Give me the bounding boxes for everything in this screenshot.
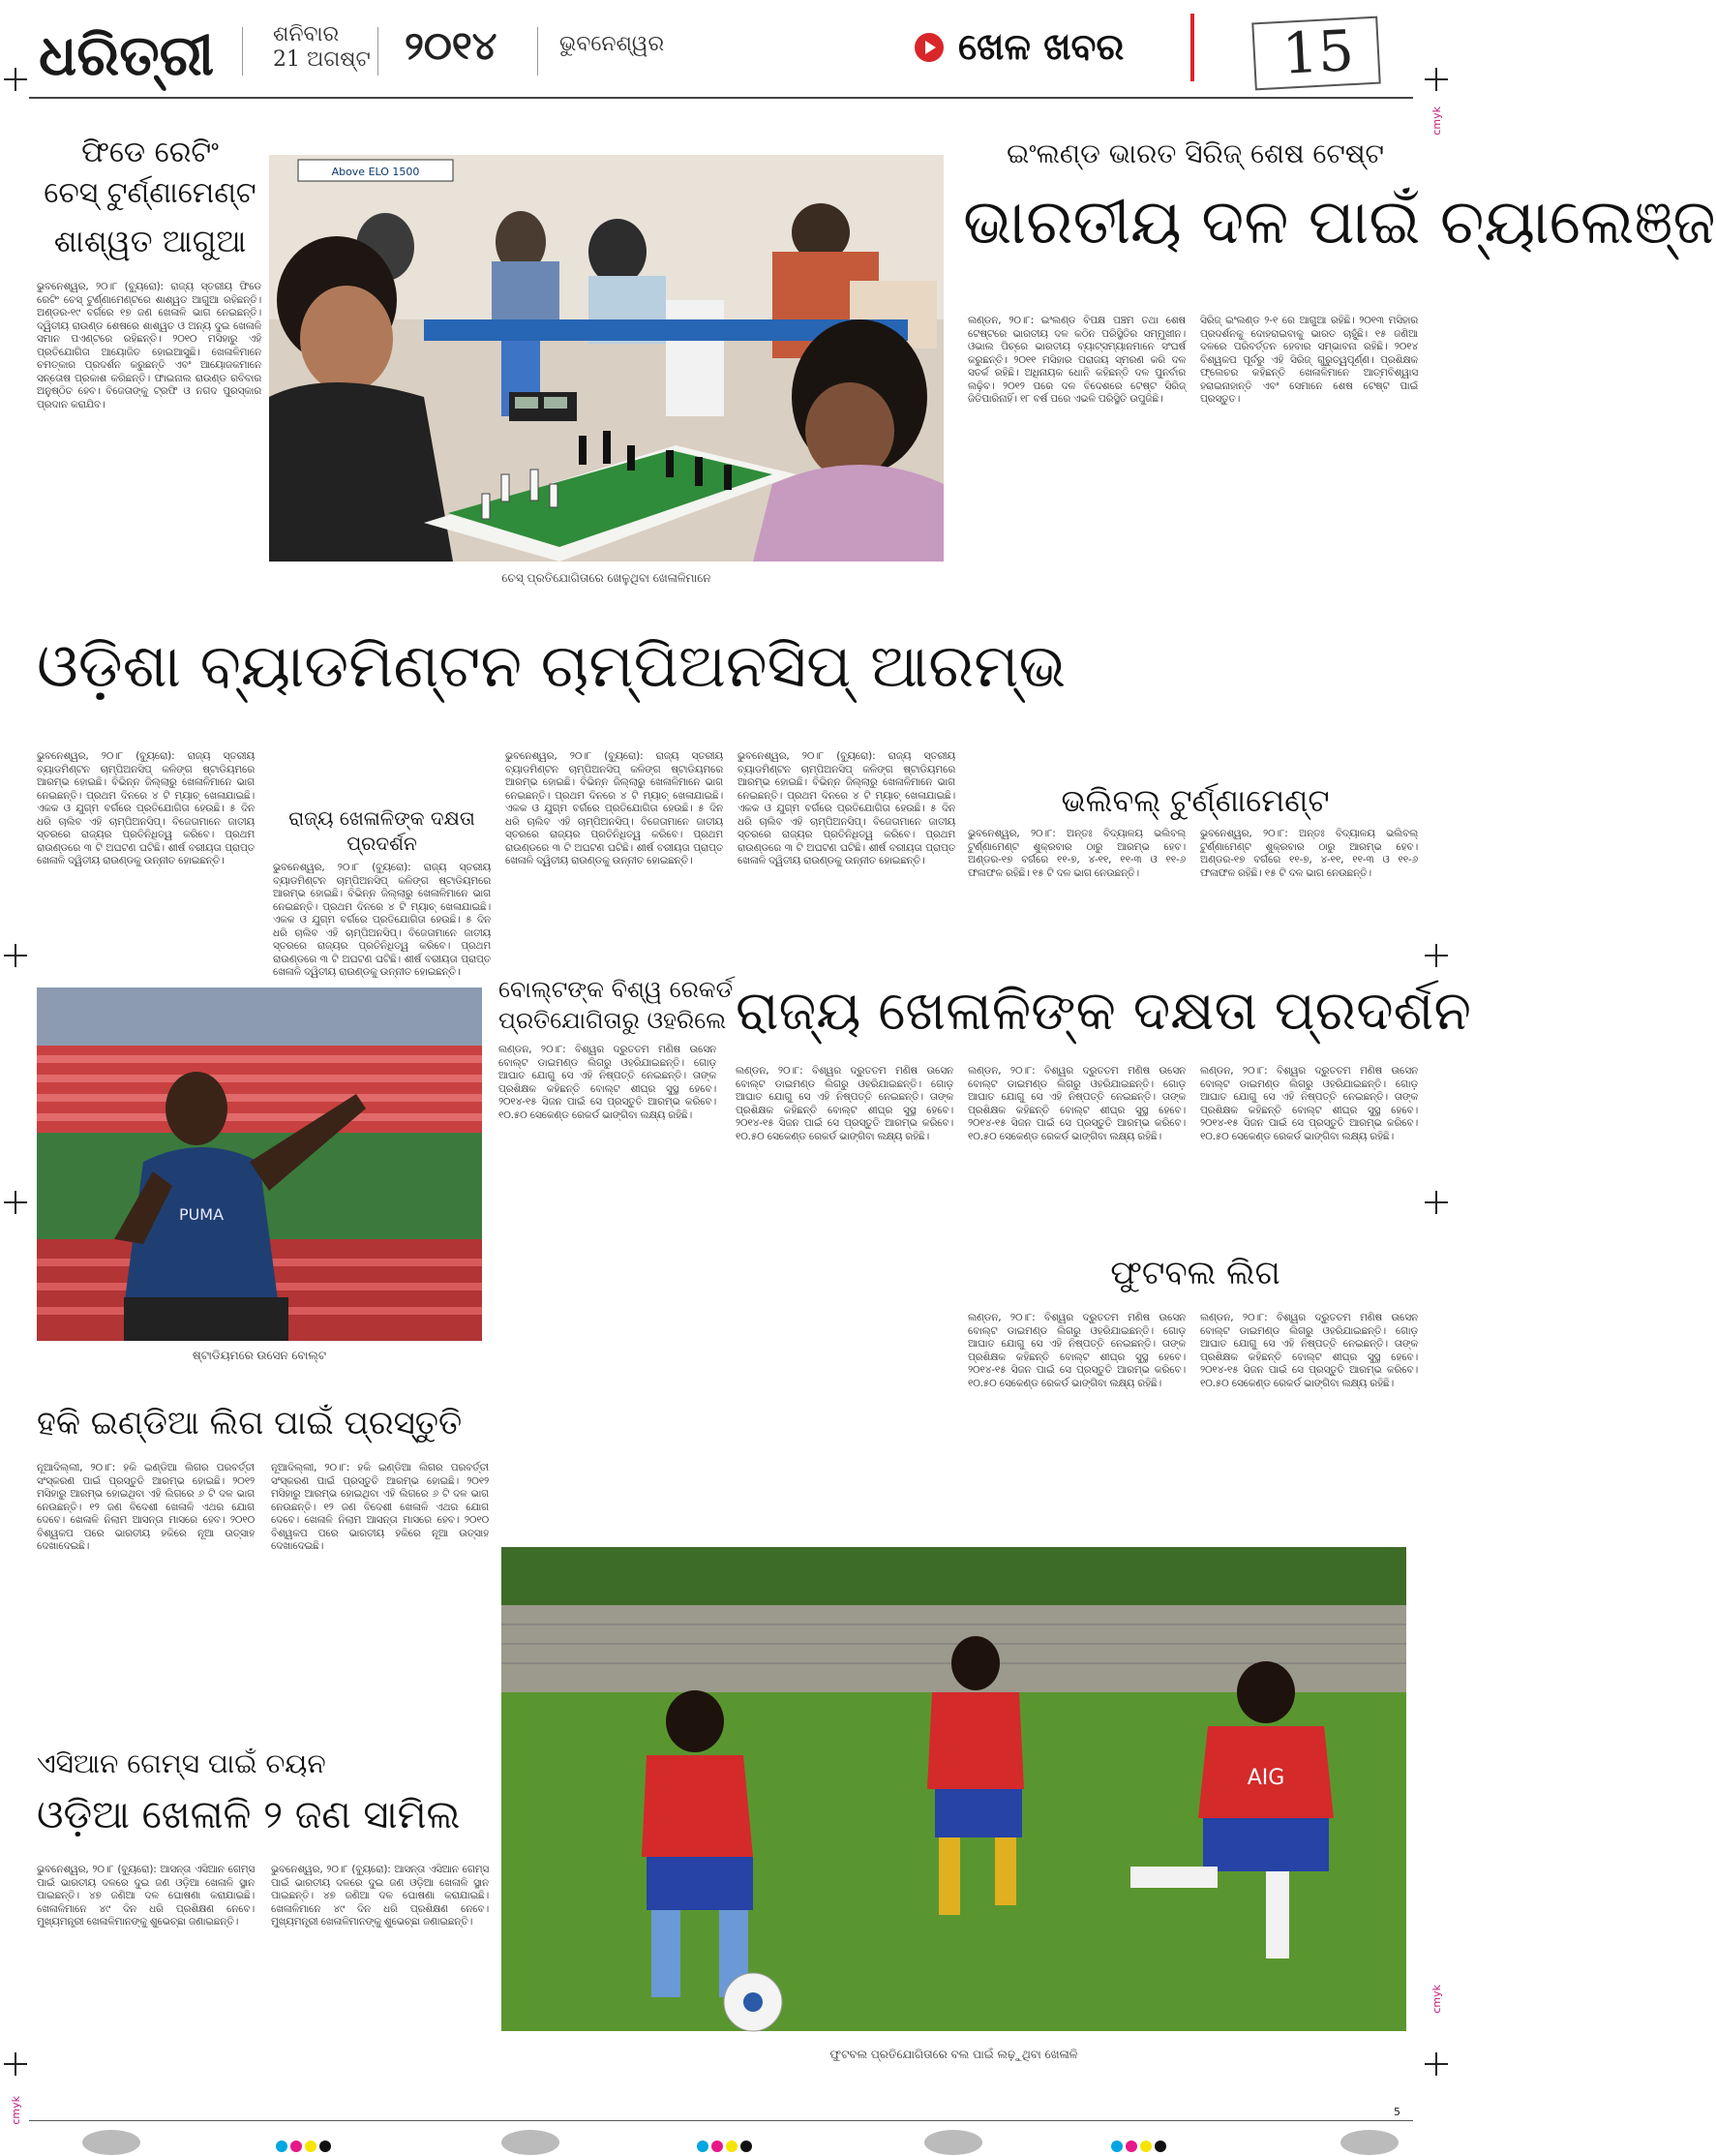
athletics-body-col2: ଭୁବନେଶ୍ୱର, ୨୦।୮ (ବ୍ୟୁରୋ): ଆସନ୍ତା ଏସିଆନ ଗେମ୍ସ ପାଇଁ ଭାରତୀୟ ଦଳରେ ଦୁଇ ଜଣ ଓଡ଼ିଆ ଖେଳାଳି ସ୍ଥାନ ପାଇଛନ୍ତି। ୪୭ ଜଣିଆ ଦଳ ଘୋଷଣା କରାଯାଇଛି। ଖେଳାଳିମାନେ ୪୯ ଦିନ ଧରି ପ୍ରଶିକ୍ଷଣ ନେବେ। ମୁଖ୍ୟମନ୍ତ୍ରୀ ଖେଳାଳିମାନଙ୍କୁ ଶୁଭେଚ୍ଛା ଜଣାଇଛନ୍ତି। [271, 1864, 489, 1928]
header-year: ୨୦୧୪ [405, 23, 497, 69]
main-body-col4: ଭୁବନେଶ୍ୱର, ୨୦।୮ (ବ୍ୟୁରୋ): ରାଜ୍ୟ ସ୍ତରୀୟ ବ୍ୟାଡମିଣ୍ଟନ ଚାମ୍ପିଅନସିପ୍ କଳିଙ୍ଗ ଷ୍ଟାଡିୟମରେ ଆରମ୍ଭ ହୋଇଛି। ବିଭିନ୍ନ ଜିଲ୍ଲାରୁ ଖେଳାଳିମାନେ ଭାଗ ନେଇଛନ୍ତି। ପ୍ରଥମ ଦିନରେ ୪ ଟି ମ୍ୟାଚ୍ ଖେଳାଯାଇଛି। ଏକକ ଓ ଯୁଗ୍ମ ବର୍ଗରେ ପ୍ରତିଯୋଗିତା ହେଉଛି। ୫ ଦିନ ଧରି ଚାଲିବ ଏହି ଚାମ୍ପିଅନସିପ୍। ବିଜେତାମାନେ ଜାତୀୟ ସ୍ତରରେ ରାଜ୍ୟର ପ୍ରତିନିଧିତ୍ୱ କରିବେ। ପ୍ରଥମ ରାଉଣ୍ଡରେ ୩ ଟି ଅଘଟଣ ଘଟିଛି। ଶୀର୍ଷ ବରୀୟତା ପ୍ରାପ୍ତ ଖେଳାଳି ଦ୍ୱିତୀୟ ରାଉଣ୍ଡକୁ ଉନ୍ନୀତ ହୋଇଛନ୍ତି। [738, 750, 955, 866]
athletics-headline: ଏସିଆନ ଗେମ୍ସ ପାଇଁ ଚୟନ [37, 1747, 326, 1779]
chess-body: ଭୁବନେଶ୍ୱର, ୨୦।୮ (ବ୍ୟୁରୋ): ରାଜ୍ୟ ସ୍ତରୀୟ ଫିଡେ ରେଟିଂ ଚେସ୍ ଟୁର୍ଣ୍ଣାମେଣ୍ଟରେ ଶାଶ୍ୱତ ଆଗୁଆ ରହିଛନ୍ତି। ଅଣ୍ଡର-୧୯ ବର୍ଗରେ ୧୭ ଜଣ ଖେଳାଳି ଭାଗ ନେଇଛନ୍ତି। ଦ୍ୱିତୀୟ ରାଉଣ୍ଡ ଶେଷରେ ଶାଶ୍ୱତ ଓ ଅନ୍ୟ ଦୁଇ ଖେଳାଳି ସମାନ ପଏଣ୍ଟରେ ରହିଛନ୍ତି। ୨୦୧୦ ମସିହାରୁ ଏହି ପ୍ରତିଯୋଗିତା ଆୟୋଜିତ ହୋଇଆସୁଛି। ଖେଳାଳିମାନେ ଚମତ୍କାର ପ୍ରଦର୍ଶନ କରୁଛନ୍ତି ଏବଂ ଆୟୋଜକମାନେ ସନ୍ତୋଷ ପ୍ରକାଶ କରିଛନ୍ତି। ଫାଇନାଲ ରାଉଣ୍ଡ ରବିବାର ଅନୁଷ୍ଠିତ ହେବ। ବିଜେତାଙ୍କୁ ଟ୍ରଫି ଓ ନଗଦ ପୁରସ୍କାର ପ୍ରଦାନ କରାଯିବ। [37, 281, 261, 410]
registration-mark [1425, 68, 1448, 91]
svg-text:PUMA: PUMA [178, 1205, 225, 1224]
print-oval-mark [501, 2130, 559, 2155]
play-icon [915, 33, 944, 62]
chess-headline-top: ଫିଡେ ରେଟିଂ [81, 136, 219, 169]
cmyk-label-right: cmyk [1430, 1985, 1443, 2014]
main-headline: ଓଡ଼ିଶା ବ୍ୟାଡମିଣ୍ଟନ ଚାମ୍ପିଅନସିପ୍ ଆରମ୍ଭ [37, 630, 1067, 701]
page-header [0, 0, 1452, 102]
main-subhead: ରାଜ୍ୟ ଖେଳାଳିଙ୍କ ଦକ୍ଷତା ପ୍ରଦର୍ଶନ [288, 806, 475, 855]
section-title: ଖେଳ ଖବର [958, 25, 1125, 68]
bolt-caption: ଷ୍ଟାଡିୟମରେ ଉସେନ ବୋଲ୍ଟ [192, 1349, 327, 1362]
chess-photo [269, 155, 944, 562]
main-body-col2: ଭୁବନେଶ୍ୱର, ୨୦।୮ (ବ୍ୟୁରୋ): ରାଜ୍ୟ ସ୍ତରୀୟ ବ୍ୟାଡମିଣ୍ଟନ ଚାମ୍ପିଅନସିପ୍ କଳିଙ୍ଗ ଷ୍ଟାଡିୟମରେ ଆରମ୍ଭ ହୋଇଛି। ବିଭିନ୍ନ ଜିଲ୍ଲାରୁ ଖେଳାଳିମାନେ ଭାଗ ନେଇଛନ୍ତି। ପ୍ରଥମ ଦିନରେ ୪ ଟି ମ୍ୟାଚ୍ ଖେଳାଯାଇଛି। ଏକକ ଓ ଯୁଗ୍ମ ବର୍ଗରେ ପ୍ରତିଯୋଗିତା ହେଉଛି। ୫ ଦିନ ଧରି ଚାଲିବ ଏହି ଚାମ୍ପିଅନସିପ୍। ବିଜେତାମାନେ ଜାତୀୟ ସ୍ତରରେ ରାଜ୍ୟର ପ୍ରତିନିଧିତ୍ୱ କରିବେ। ପ୍ରଥମ ରାଉଣ୍ଡରେ ୩ ଟି ଅଘଟଣ ଘଟିଛି। ଶୀର୍ଷ ବରୀୟତା ପ୍ରାପ୍ତ ଖେଳାଳି ଦ୍ୱିତୀୟ ରାଉଣ୍ଡକୁ ଉନ୍ନୀତ ହୋଇଛନ୍ତି। [273, 862, 491, 978]
main-body-col1: ଭୁବନେଶ୍ୱର, ୨୦।୮ (ବ୍ୟୁରୋ): ରାଜ୍ୟ ସ୍ତରୀୟ ବ୍ୟାଡମିଣ୍ଟନ ଚାମ୍ପିଅନସିପ୍ କଳିଙ୍ଗ ଷ୍ଟାଡିୟମରେ ଆରମ୍ଭ ହୋଇଛି। ବିଭିନ୍ନ ଜିଲ୍ଲାରୁ ଖେଳାଳିମାନେ ଭାଗ ନେଇଛନ୍ତି। ପ୍ରଥମ ଦିନରେ ୪ ଟି ମ୍ୟାଚ୍ ଖେଳାଯାଇଛି। ଏକକ ଓ ଯୁଗ୍ମ ବର୍ଗରେ ପ୍ରତିଯୋଗିତା ହେଉଛି। ୫ ଦିନ ଧରି ଚାଲିବ ଏହି ଚାମ୍ପିଅନସିପ୍। ବିଜେତାମାନେ ଜାତୀୟ ସ୍ତରରେ ରାଜ୍ୟର ପ୍ରତିନିଧିତ୍ୱ କରିବେ। ପ୍ରଥମ ରାଉଣ୍ଡରେ ୩ ଟି ଅଘଟଣ ଘଟିଛି। ଶୀର୍ଷ ବରୀୟତା ପ୍ରାପ୍ତ ଖେଳାଳି ଦ୍ୱିତୀୟ ରାଉଣ୍ଡକୁ ଉନ୍ନୀତ ହୋଇଛନ୍ତି। [37, 750, 255, 866]
header-date: 21 ଅଗଷ୍ଟ [273, 47, 371, 72]
bolt-kicker: ବୋଲ୍ଟଙ୍କ ବିଶ୍ୱ ରେକର୍ଡ [498, 976, 734, 1003]
cmyk-dots [697, 2138, 755, 2156]
bolt-body-col4: ଲଣ୍ଡନ, ୨୦।୮: ବିଶ୍ୱର ଦ୍ରୁତତମ ମଣିଷ ଉସେନ ବୋଲ୍ଟ ଡାଇମଣ୍ଡ ଲିଗରୁ ଓହରିଯାଇଛନ୍ତି। ଗୋଡ଼ ଆଘାତ ଯୋଗୁ ସେ ଏହି ନିଷ୍ପତ୍ତି ନେଇଛନ୍ତି। ତାଙ୍କ ପ୍ରଶିକ୍ଷକ କହିଛନ୍ତି ବୋଲ୍ଟ ଶୀଘ୍ର ସୁସ୍ଥ ହେବେ। ୨୦୧୪-୧୫ ସିଜନ ପାଇଁ ସେ ପ୍ରସ୍ତୁତି ଆରମ୍ଭ କରିବେ। ୧୦.୫୦ ସେକେଣ୍ଡ ରେକର୍ଡ ଭାଙ୍ଗିବା ଲକ୍ଷ୍ୟ ରହିଛି। [1200, 1065, 1418, 1142]
hockey-body-col2: ନୂଆଦିଲ୍ଲୀ, ୨୦।୮: ହକି ଇଣ୍ଡିଆ ଲିଗର ପରବର୍ତ୍ତୀ ସଂସ୍କରଣ ପାଇଁ ପ୍ରସ୍ତୁତି ଆରମ୍ଭ ହୋଇଛି। ୨୦୧୨ ମସିହାରୁ ଆରମ୍ଭ ହୋଇଥିବା ଏହି ଲିଗରେ ୬ ଟି ଦଳ ଭାଗ ନେଉଛନ୍ତି। ୧୨ ଜଣ ବିଦେଶୀ ଖେଳାଳି ଏଥର ଯୋଗ ଦେବେ। ଖେଳାଳି ନିଲାମ ଆସନ୍ତା ମାସରେ ହେବ। ୨୦୧୦ ବିଶ୍ୱକପ ପରେ ଭାରତୀୟ ହକିରେ ନୂଆ ଉତ୍ସାହ ଦେଖାଦେଇଛି। [271, 1462, 489, 1552]
folio: 5 [1394, 2106, 1400, 2118]
cmyk-dots [276, 2138, 334, 2156]
football-body-col1: ଲଣ୍ଡନ, ୨୦।୮: ବିଶ୍ୱର ଦ୍ରୁତତମ ମଣିଷ ଉସେନ ବୋଲ୍ଟ ଡାଇମଣ୍ଡ ଲିଗରୁ ଓହରିଯାଇଛନ୍ତି। ଗୋଡ଼ ଆଘାତ ଯୋଗୁ ସେ ଏହି ନିଷ୍ପତ୍ତି ନେଇଛନ୍ତି। ତାଙ୍କ ପ୍ରଶିକ୍ଷକ କହିଛନ୍ତି ବୋଲ୍ଟ ଶୀଘ୍ର ସୁସ୍ଥ ହେବେ। ୨୦୧୪-୧୫ ସିଜନ ପାଇଁ ସେ ପ୍ରସ୍ତୁତି ଆରମ୍ଭ କରିବେ। ୧୦.୫୦ ସେକେଣ୍ଡ ରେକର୍ଡ ଭାଙ୍ଗିବା ଲକ୍ଷ୍ୟ ରହିଛି। [968, 1312, 1186, 1389]
accent-rule [1190, 14, 1194, 81]
football-body-col2: ଲଣ୍ଡନ, ୨୦।୮: ବିଶ୍ୱର ଦ୍ରୁତତମ ମଣିଷ ଉସେନ ବୋଲ୍ଟ ଡାଇମଣ୍ଡ ଲିଗରୁ ଓହରିଯାଇଛନ୍ତି। ଗୋଡ଼ ଆଘାତ ଯୋଗୁ ସେ ଏହି ନିଷ୍ପତ୍ତି ନେଇଛନ୍ତି। ତାଙ୍କ ପ୍ରଶିକ୍ଷକ କହିଛନ୍ତି ବୋଲ୍ଟ ଶୀଘ୍ର ସୁସ୍ଥ ହେବେ। ୨୦୧୪-୧୫ ସିଜନ ପାଇଁ ସେ ପ୍ରସ୍ତୁତି ଆରମ୍ଭ କରିବେ। ୧୦.୫୦ ସେକେଣ୍ଡ ରେକର୍ଡ ଭାଙ୍ଗିବା ଲକ୍ଷ୍ୟ ରହିଛି। [1200, 1312, 1418, 1389]
header-divider [242, 27, 243, 76]
bolt-headline: ରାଜ୍ୟ ଖେଳାଳିଙ୍କ ଦକ୍ଷତା ପ୍ରଦର୍ଶନ [736, 980, 1471, 1043]
chess-headline-mid: ଚେସ୍ ଟୁର୍ଣ୍ଣାମେଣ୍ଟ [44, 176, 256, 210]
football-headline: ଫୁଟବଲ ଲିଗ [1110, 1254, 1280, 1292]
chess-headline-bot: ଶାଶ୍ୱତ ଆଗୁଆ [53, 223, 247, 259]
volleyball-body-col2: ଭୁବନେଶ୍ୱର, ୨୦।୮: ଅନ୍ତଃ ବିଦ୍ୟାଳୟ ଭଲିବଲ୍ ଟୁର୍ଣ୍ଣାମେଣ୍ଟ ଶୁକ୍ରବାର ଠାରୁ ଆରମ୍ଭ ହେବ। ଅଣ୍ଡର-୧୭ ବର୍ଗରେ ୧୧-୭, ୪-୧୧, ୧୧-୩ ଓ ୧୧-୬ ଫଳାଫଳ ରହିଛି। ୧୫ ଟି ଦଳ ଭାଗ ନେଉଛନ୍ତି। [1200, 828, 1418, 879]
cricket-body-col1: ଲଣ୍ଡନ, ୨୦।୮: ଇଂଲଣ୍ଡ ବିପକ୍ଷ ପଞ୍ଚମ ତଥା ଶେଷ ଟେଷ୍ଟରେ ଭାରତୀୟ ଦଳ କଠିନ ପରିସ୍ଥିତିର ସମ୍ମୁଖୀନ। ଓଭାଲ ପିଚ୍‌ରେ ଭାରତୀୟ ବ୍ୟାଟ୍ସମ୍ୟାନମାନେ ସଂଘର୍ଷ କରୁଛନ୍ତି। ୨୦୧୧ ମସିହାର ପରାଜୟ ସ୍ମରଣ କରି ଦଳ ସତର୍କ ରହିଛି। ଅଧିନାୟକ ଧୋନି କହିଛନ୍ତି ଦଳ ପୁନର୍ବାର ଲଢ଼ିବ। ୨୦୧୨ ପରେ ଦଳ ବିଦେଶରେ ଟେଷ୍ଟ ସିରିଜ୍ ଜିତିପାରିନାହିଁ। ୧୮ ବର୍ଷ ପରେ ଏଭଳି ପରିସ୍ଥିତି ଉପୁଜିଛି। [968, 315, 1186, 405]
registration-mark [1425, 1191, 1448, 1214]
registration-mark [4, 944, 27, 967]
header-bottom-rule [29, 97, 1413, 99]
cricket-body-col2: ସିରିଜ୍ ଇଂଲଣ୍ଡ ୨-୧ ରେ ଆଗୁଆ ରହିଛି। ୨୦୧୩ ମସିହାର ପ୍ରଦର୍ଶନକୁ ଦୋହରାଇବାକୁ ଭାରତ ଚାହୁଁଛି। ୧୫ ଜଣିଆ ଦଳରେ ପରିବର୍ତ୍ତନ ହେବାର ସମ୍ଭାବନା ରହିଛି। ୨୦୧୪ ବିଶ୍ୱକପ ପୂର୍ବରୁ ଏହି ସିରିଜ୍ ଗୁରୁତ୍ୱପୂର୍ଣ୍ଣ। ପ୍ରଶିକ୍ଷକ ଫ୍ଲେଚର କହିଛନ୍ତି ଖେଳାଳିମାନେ ଆତ୍ମବିଶ୍ୱାସ ହରାଇନାହାନ୍ତି ଏବଂ ସେମାନେ ଶେଷ ଟେଷ୍ଟ ପାଇଁ ପ୍ରସ୍ତୁତ। [1200, 315, 1418, 405]
athletics-body-col1: ଭୁବନେଶ୍ୱର, ୨୦।୮ (ବ୍ୟୁରୋ): ଆସନ୍ତା ଏସିଆନ ଗେମ୍ସ ପାଇଁ ଭାରତୀୟ ଦଳରେ ଦୁଇ ଜଣ ଓଡ଼ିଆ ଖେଳାଳି ସ୍ଥାନ ପାଇଛନ୍ତି। ୪୭ ଜଣିଆ ଦଳ ଘୋଷଣା କରାଯାଇଛି। ଖେଳାଳିମାନେ ୪୯ ଦିନ ଧରି ପ୍ରଶିକ୍ଷଣ ନେବେ। ମୁଖ୍ୟମନ୍ତ୍ରୀ ଖେଳାଳିମାନଙ୍କୁ ଶୁଭେଚ୍ଛା ଜଣାଇଛନ୍ତି। [37, 1864, 255, 1928]
page-number-box [1251, 16, 1380, 91]
header-city: ଭୁବନେଶ୍ୱର [559, 32, 665, 56]
football-caption: ଫୁଟବଲ ପ୍ରତିଯୋଗିତାରେ ବଲ ପାଇଁ ଲଢ଼ୁଥିବା ଖେଳାଳି [829, 2048, 1078, 2061]
header-weekday: ଶନିବାର [273, 22, 340, 46]
athletics-subhead: ଓଡ଼ିଆ ଖେଳାଳି ୨ ଜଣ ସାମିଲ [37, 1793, 461, 1837]
volleyball-headline: ଭଲିବଲ୍ ଟୁର୍ଣ୍ଣାମେଣ୍ଟ [1061, 782, 1330, 819]
cmyk-label-left: cmyk [10, 2096, 22, 2125]
cricket-kicker: ଇଂଲଣ୍ଡ ଭାରତ ସିରିଜ୍ ଶେଷ ଟେଷ୍ଟ [1007, 137, 1384, 169]
main-body-col3: ଭୁବନେଶ୍ୱର, ୨୦।୮ (ବ୍ୟୁରୋ): ରାଜ୍ୟ ସ୍ତରୀୟ ବ୍ୟାଡମିଣ୍ଟନ ଚାମ୍ପିଅନସିପ୍ କଳିଙ୍ଗ ଷ୍ଟାଡିୟମରେ ଆରମ୍ଭ ହୋଇଛି। ବିଭିନ୍ନ ଜିଲ୍ଲାରୁ ଖେଳାଳିମାନେ ଭାଗ ନେଇଛନ୍ତି। ପ୍ରଥମ ଦିନରେ ୪ ଟି ମ୍ୟାଚ୍ ଖେଳାଯାଇଛି। ଏକକ ଓ ଯୁଗ୍ମ ବର୍ଗରେ ପ୍ରତିଯୋଗିତା ହେଉଛି। ୫ ଦିନ ଧରି ଚାଲିବ ଏହି ଚାମ୍ପିଅନସିପ୍। ବିଜେତାମାନେ ଜାତୀୟ ସ୍ତରରେ ରାଜ୍ୟର ପ୍ରତିନିଧିତ୍ୱ କରିବେ। ପ୍ରଥମ ରାଉଣ୍ଡରେ ୩ ଟି ଅଘଟଣ ଘଟିଛି। ଶୀର୍ଷ ବରୀୟତା ପ୍ରାପ୍ତ ଖେଳାଳି ଦ୍ୱିତୀୟ ରାଉଣ୍ଡକୁ ଉନ୍ନୀତ ହୋଇଛନ୍ତି। [505, 750, 723, 866]
chess-photo-caption: ଚେସ୍ ପ୍ରତିଯୋଗିତାରେ ଖେଳୁଥିବା ଖେଳାଳିମାନେ [501, 571, 711, 585]
registration-mark [4, 1191, 27, 1214]
hockey-headline: ହକି ଇଣ୍ଡିଆ ଲିଗ ପାଇଁ ପ୍ରସ୍ତୁତି [37, 1404, 463, 1442]
masthead: ଧରିତ୍ରୀ [39, 22, 215, 88]
header-divider [537, 27, 538, 76]
bolt-photo [37, 987, 482, 1341]
header-divider [377, 27, 378, 76]
print-color-bar [0, 2130, 1452, 2156]
registration-mark [4, 2052, 27, 2076]
print-oval-mark [1340, 2130, 1399, 2155]
football-photo [501, 1547, 1406, 2031]
page-number: 15 [1280, 17, 1356, 87]
photo-banner-text: Above ELO 1500 [331, 166, 420, 178]
print-oval-mark [924, 2130, 982, 2155]
cmyk-dots [1111, 2138, 1169, 2156]
footer-rule [29, 2120, 1413, 2121]
registration-mark [1425, 2052, 1448, 2076]
print-oval-mark [82, 2130, 140, 2155]
svg-text:AIG: AIG [1247, 1766, 1285, 1790]
bolt-body-col1: ଲଣ୍ଡନ, ୨୦।୮: ବିଶ୍ୱର ଦ୍ରୁତତମ ମଣିଷ ଉସେନ ବୋଲ୍ଟ ଡାଇମଣ୍ଡ ଲିଗରୁ ଓହରିଯାଇଛନ୍ତି। ଗୋଡ଼ ଆଘାତ ଯୋଗୁ ସେ ଏହି ନିଷ୍ପତ୍ତି ନେଇଛନ୍ତି। ତାଙ୍କ ପ୍ରଶିକ୍ଷକ କହିଛନ୍ତି ବୋଲ୍ଟ ଶୀଘ୍ର ସୁସ୍ଥ ହେବେ। ୨୦୧୪-୧୫ ସିଜନ ପାଇଁ ସେ ପ୍ରସ୍ତୁତି ଆରମ୍ଭ କରିବେ। ୧୦.୫୦ ସେକେଣ୍ଡ ରେକର୍ଡ ଭାଙ୍ଗିବା ଲକ୍ଷ୍ୟ ରହିଛି। [498, 1044, 716, 1121]
registration-mark [1425, 944, 1448, 967]
bolt-body-col2: ଲଣ୍ଡନ, ୨୦।୮: ବିଶ୍ୱର ଦ୍ରୁତତମ ମଣିଷ ଉସେନ ବୋଲ୍ଟ ଡାଇମଣ୍ଡ ଲିଗରୁ ଓହରିଯାଇଛନ୍ତି। ଗୋଡ଼ ଆଘାତ ଯୋଗୁ ସେ ଏହି ନିଷ୍ପତ୍ତି ନେଇଛନ୍ତି। ତାଙ୍କ ପ୍ରଶିକ୍ଷକ କହିଛନ୍ତି ବୋଲ୍ଟ ଶୀଘ୍ର ସୁସ୍ଥ ହେବେ। ୨୦୧୪-୧୫ ସିଜନ ପାଇଁ ସେ ପ୍ରସ୍ତୁତି ଆରମ୍ଭ କରିବେ। ୧୦.୫୦ ସେକେଣ୍ଡ ରେକର୍ଡ ଭାଙ୍ଗିବା ଲକ୍ଷ୍ୟ ରହିଛି। [736, 1065, 953, 1142]
hockey-body-col1: ନୂଆଦିଲ୍ଲୀ, ୨୦।୮: ହକି ଇଣ୍ଡିଆ ଲିଗର ପରବର୍ତ୍ତୀ ସଂସ୍କରଣ ପାଇଁ ପ୍ରସ୍ତୁତି ଆରମ୍ଭ ହୋଇଛି। ୨୦୧୨ ମସିହାରୁ ଆରମ୍ଭ ହୋଇଥିବା ଏହି ଲିଗରେ ୬ ଟି ଦଳ ଭାଗ ନେଉଛନ୍ତି। ୧୨ ଜଣ ବିଦେଶୀ ଖେଳାଳି ଏଥର ଯୋଗ ଦେବେ। ଖେଳାଳି ନିଲାମ ଆସନ୍ତା ମାସରେ ହେବ। ୨୦୧୦ ବିଶ୍ୱକପ ପରେ ଭାରତୀୟ ହକିରେ ନୂଆ ଉତ୍ସାହ ଦେଖାଦେଇଛି। [37, 1462, 255, 1552]
cricket-headline: ଭାରତୀୟ ଦଳ ପାଇଁ ଚ୍ୟାଲେଞ୍ଜ [963, 187, 1716, 258]
bolt-body-col3: ଲଣ୍ଡନ, ୨୦।୮: ବିଶ୍ୱର ଦ୍ରୁତତମ ମଣିଷ ଉସେନ ବୋଲ୍ଟ ଡାଇମଣ୍ଡ ଲିଗରୁ ଓହରିଯାଇଛନ୍ତି। ଗୋଡ଼ ଆଘାତ ଯୋଗୁ ସେ ଏହି ନିଷ୍ପତ୍ତି ନେଇଛନ୍ତି। ତାଙ୍କ ପ୍ରଶିକ୍ଷକ କହିଛନ୍ତି ବୋଲ୍ଟ ଶୀଘ୍ର ସୁସ୍ଥ ହେବେ। ୨୦୧୪-୧୫ ସିଜନ ପାଇଁ ସେ ପ୍ରସ୍ତୁତି ଆରମ୍ଭ କରିବେ। ୧୦.୫୦ ସେକେଣ୍ଡ ରେକର୍ଡ ଭାଙ୍ଗିବା ଲକ୍ଷ୍ୟ ରହିଛି। [968, 1065, 1186, 1142]
registration-mark [4, 68, 27, 91]
bolt-kicker-2: ପ୍ରତିଯୋଗିତାରୁ ଓହରିଲେ [498, 1007, 727, 1034]
volleyball-body-col1: ଭୁବନେଶ୍ୱର, ୨୦।୮: ଅନ୍ତଃ ବିଦ୍ୟାଳୟ ଭଲିବଲ୍ ଟୁର୍ଣ୍ଣାମେଣ୍ଟ ଶୁକ୍ରବାର ଠାରୁ ଆରମ୍ଭ ହେବ। ଅଣ୍ଡର-୧୭ ବର୍ଗରେ ୧୧-୭, ୪-୧୧, ୧୧-୩ ଓ ୧୧-୬ ଫଳାଫଳ ରହିଛି। ୧୫ ଟି ଦଳ ଭାଗ ନେଉଛନ୍ତି। [968, 828, 1186, 879]
cmyk-label-right: cmyk [1430, 106, 1443, 136]
